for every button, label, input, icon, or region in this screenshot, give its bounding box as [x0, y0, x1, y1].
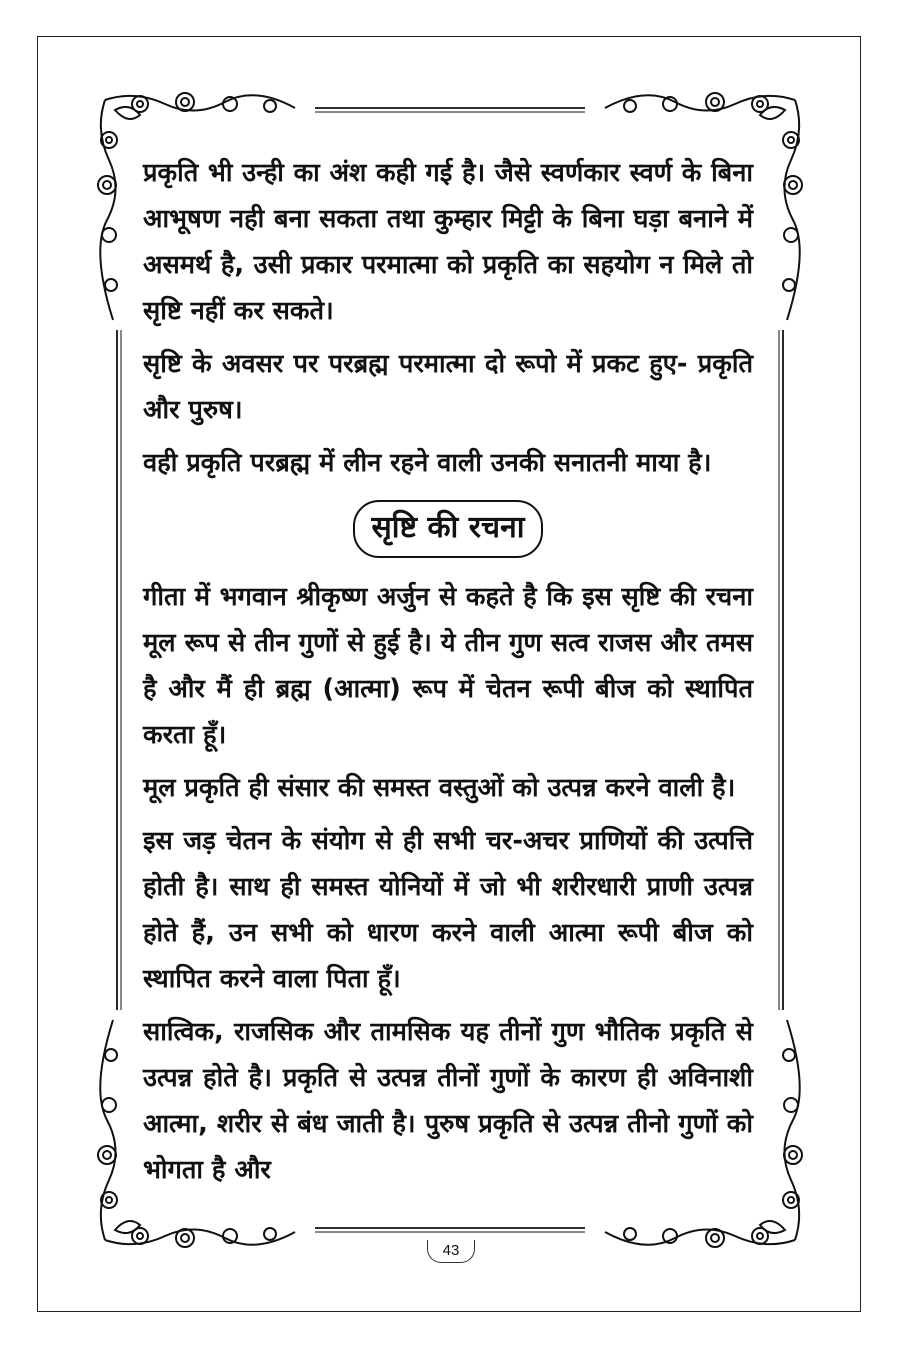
section-heading-wrapper — [143, 500, 753, 558]
paragraph-prakriti-ansh: प्रकृति भी उन्ही का अंश कही गई है। जैसे स्वर्णकार स्वर्ण के बिना आभूषण नही बना सकता तथा कुम्हार मिट्टी के बिना घड़ा बनाने में असमर्थ है, उसी प्रकार परमात्मा को प्रकृति का सहयोग न मिले तो सृष्टि नहीं कर सकते। — [143, 158, 753, 326]
paragraph-satvik-rajasik: सात्विक, राजसिक और तामसिक यह तीनों गुण भौतिक प्रकृति से उत्पन्न होते है। प्रकृति से उत्पन्न तीनों गुणों के कारण ही अविनाशी आत्मा, शरीर से बंध जाती है। पुरुष प्रकृति से उत्पन्न तीनो गुणों को भोगता है और — [143, 1017, 753, 1185]
paragraph-jad-chetan: इस जड़ चेतन के संयोग से ही सभी चर-अचर प्राणियों की उत्पत्ति होती है। साथ ही समस्त योनियों में जो भी शरीरधारी प्राणी उत्पन्न होते हैं, उन सभी को धारण करने वाली आत्मा रूपी बीज को स्थापित करने वाला पिता हूँ। — [143, 826, 753, 994]
paragraph-sanatani-maya: वही प्रकृति परब्रह्म में लीन रहने वाली उनकी सनातनी माया है। — [143, 448, 712, 478]
paragraph-gita-teen-gun: गीता में भगवान श्रीकृष्ण अर्जुन से कहते है कि इस सृष्टि की रचना मूल रूप से तीन गुणों से हुई है। ये तीन गुण सत्व राजस और तमस है और मैं ही ब्रह्म (आत्मा) रूप में चेतन रूपी बीज को स्थापित करता हूँ। — [143, 582, 753, 750]
paragraph-srishti-avsar: सृष्टि के अवसर पर परब्रह्म परमात्मा दो रूपो में प्रकट हुए- प्रकृति और पुरुष। — [143, 349, 753, 425]
page-content — [143, 150, 753, 1200]
page-number: 43 — [427, 1240, 475, 1263]
paragraph-mool-prakriti: मूल प्रकृति ही संसार की समस्त वस्तुओं को उत्पन्न करने वाली है। — [143, 773, 736, 803]
section-heading: सृष्टि की रचना — [353, 500, 542, 558]
